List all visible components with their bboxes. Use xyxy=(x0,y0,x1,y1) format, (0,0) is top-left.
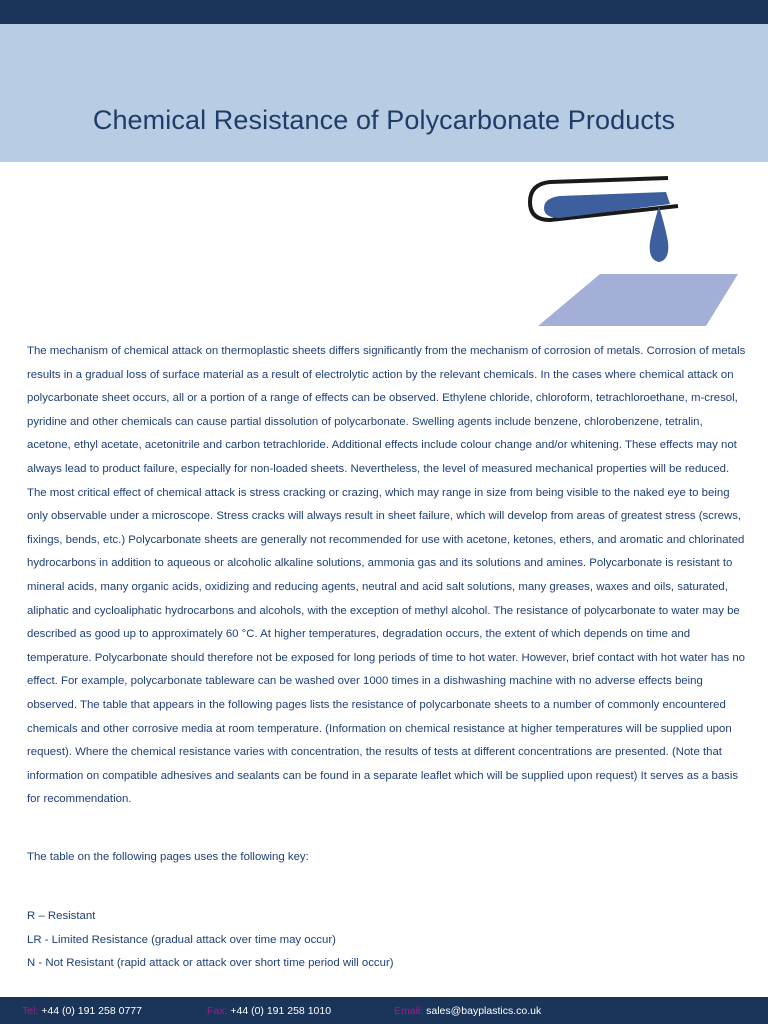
fax-value: +44 (0) 191 258 1010 xyxy=(230,1005,332,1017)
email-label: Email: xyxy=(394,1005,424,1017)
intro-paragraph: The mechanism of chemical attack on thermoplastic sheets differs significantly from the mechanism of corrosion of metals. Corrosion of metals results in a gradual loss of surface material as a result of electrolytic action by the relevant chemicals. In the cases where chemical attack on polycarbonate sheet occurs, all or a portion of a range of effects can be observed. Ethylene chloride, chloroform, tetrachloroethane, m-cresol, pyridine and other chemicals can cause partial dissolution of polycarbonate. Swelling agents include benzene, chlorobenzene, tetralin, acetone, ethyl acetate, acetonitrile and carbon tetrachloride. Additional effects include colour change and/or whitening. These effects may not always lead to product failure, especially for non-loaded sheets. Nevertheless, the level of measured mechanical properties will be reduced. The most critical effect of chemical attack is stress cracking or crazing, which may range in size from being visible to the naked eye to being only observable under a microscope. Stress cracks will always result in sheet failure, which will develop from areas of greatest stress (screws, fixings, bends, etc.) Polycarbonate sheets are generally not recommended for use with acetone, ketones, ethers, and aromatic and chlorinated hydrocarbons in addition to aqueous or alcoholic alkaline solutions, ammonia gas and its solutions and amines. Polycarbonate is resistant to mineral acids, many organic acids, oxidizing and reducing agents, neutral and acid salt solutions, many greases, waxes and oils, saturated, aliphatic and cycloaliphatic hydrocarbons and alcohols, with the exception of methyl alcohol. The resistance of polycarbonate to water may be described as good up to approximately 60 °C. At higher temperatures, degradation occurs, the extent of which depends on time and temperature. Polycarbonate should therefore not be exposed for long periods of time to hot water. However, brief contact with hot water has no effect. For example, polycarbonate tableware can be washed over 1000 times in a dishwashing machine with no adverse effects being observed. The table that appears in the following pages lists the resistance of polycarbonate sheets to a number of commonly encountered chemicals and other corrosive media at room temperature. (Information on chemical resistance at higher temperatures will be supplied upon request). Where the chemical resistance varies with concentration, the results of tests at different concentrations are presented. (Note that information on compatible adhesives and sealants can be found in a separate leaflet which will be supplied upon request) It serves as a basis for recommendation. xyxy=(27,345,746,806)
key-item-resistant: R – Resistant xyxy=(27,910,96,922)
page-title: Chemical Resistance of Polycarbonate Products xyxy=(92,105,676,135)
tel-value: +44 (0) 191 258 0777 xyxy=(41,1005,142,1017)
key-item-not-resistant: N - Not Resistant (rapid attack or attack over short time period will occur) xyxy=(27,957,394,969)
footer-tel xyxy=(22,1005,142,1017)
top-bar xyxy=(0,0,768,24)
key-list xyxy=(27,906,749,977)
key-item-limited-resistance: LR - Limited Resistance (gradual attack over time may occur) xyxy=(27,933,336,946)
footer xyxy=(0,997,768,1024)
footer-email[interactable] xyxy=(394,1005,541,1017)
fax-label: Fax: xyxy=(207,1005,228,1017)
title-band xyxy=(0,24,768,162)
surface-plane xyxy=(538,274,738,326)
email-value[interactable]: sales@bayplastics.co.uk xyxy=(426,1005,542,1017)
drop-icon xyxy=(650,206,669,262)
tel-label: Tel: xyxy=(22,1005,39,1017)
key-intro: The table on the following pages uses the following key: xyxy=(27,851,309,863)
test-tube-drop-icon xyxy=(520,160,750,330)
footer-fax xyxy=(207,1005,331,1017)
